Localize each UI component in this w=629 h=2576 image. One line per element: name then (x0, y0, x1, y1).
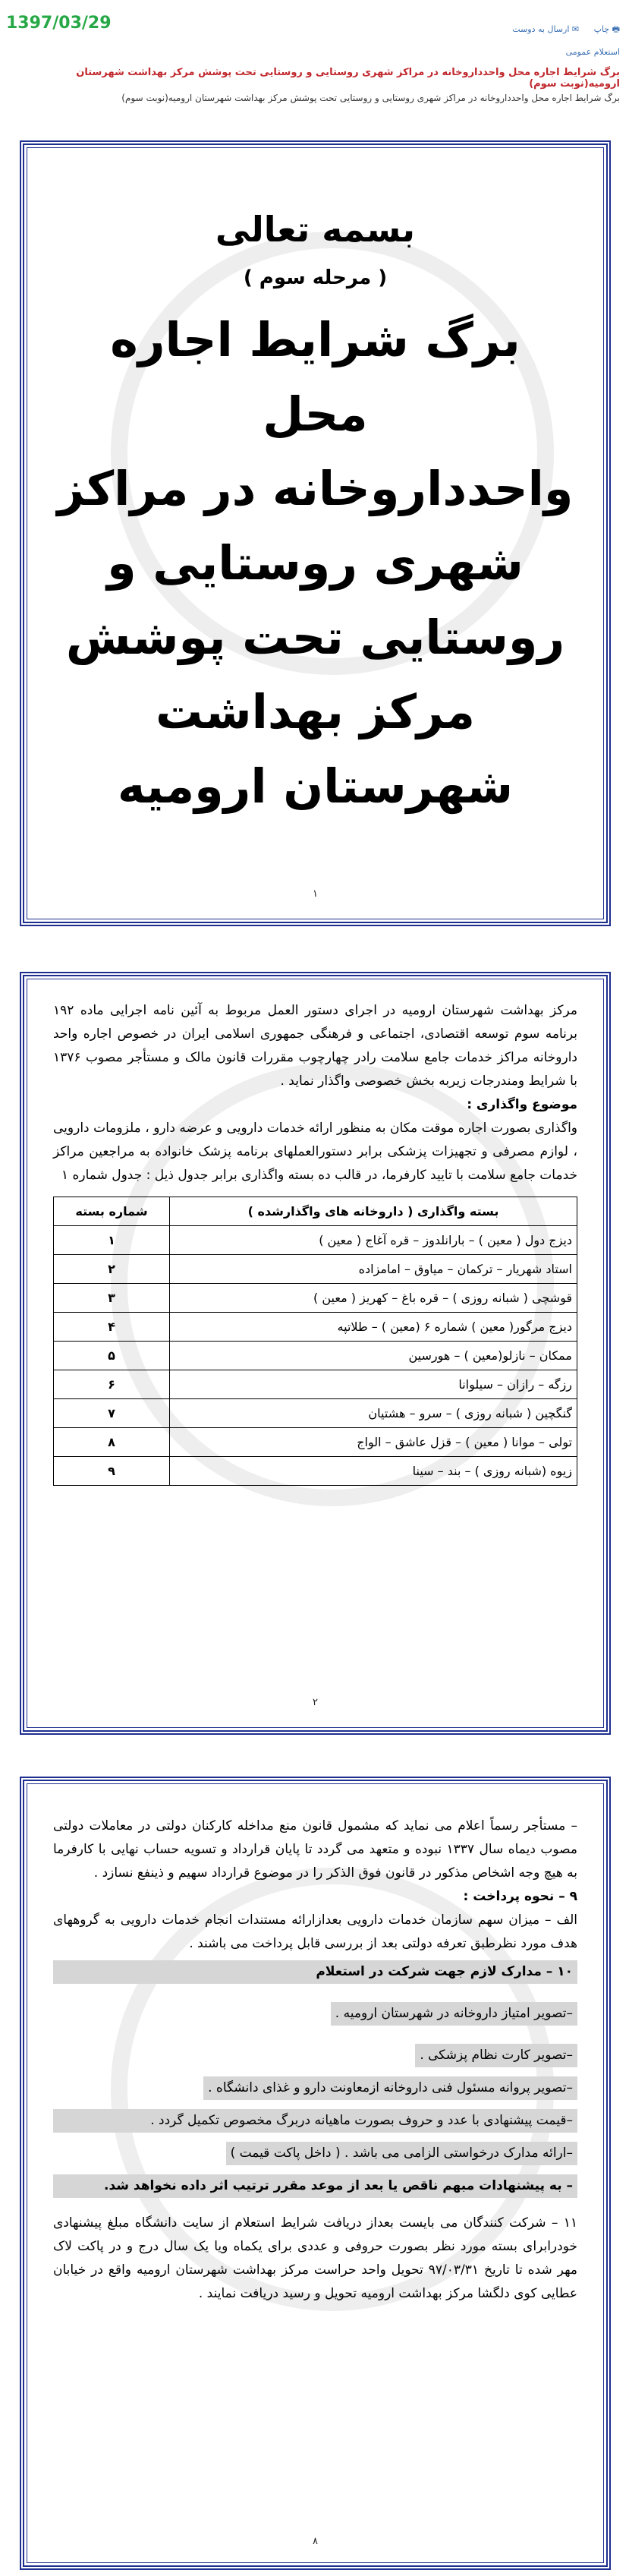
table-header: شماره بسته (54, 1197, 170, 1226)
table-row (54, 1370, 577, 1399)
docs-heading: ۱۰ – مدارک لازم جهت شرکت در استعلام (53, 1960, 577, 1984)
table-row (54, 1226, 577, 1255)
doc-item: –تصویر پروانه مسئول فنی داروخانه ازمعاونت دارو و غذای دانشگاه . (203, 2076, 577, 2100)
document-title (50, 303, 580, 824)
package-desc: استاد شهریار – ترکمان – میاوق – امامزاده (170, 1255, 577, 1284)
doc-item: – به پیشنهادات مبهم ناقص یا بعد از موعد مقرر ترتیب اثر داده نخواهد شد. (53, 2174, 577, 2198)
page-number: ۲ (313, 1697, 318, 1708)
table-row (54, 1255, 577, 1284)
package-desc: دیزج دول ( معین ) – بارانلدوز – قره آغاج ( معین ) (170, 1226, 577, 1255)
action-links (500, 23, 620, 37)
document-page-3 (20, 1777, 611, 2570)
table-row (54, 1284, 577, 1313)
publish-date: 1397/03/29 (6, 14, 112, 33)
doc-item: –تصویر کارت نظام پزشکی . (415, 2044, 577, 2067)
package-num: ۶ (54, 1370, 170, 1399)
package-num: ۱ (54, 1226, 170, 1255)
package-num: ۵ (54, 1342, 170, 1370)
doc-item: –قیمت پیشنهادی با عدد و حروف بصورت ماهیانه دربرگ مخصوص تکمیل گردد . (53, 2109, 577, 2133)
packages-table (53, 1197, 577, 1486)
print-link[interactable]: 🖶 چاپ (593, 24, 620, 34)
table-header: بسته واگذاری ( داروخانه های واگذارشده ) (170, 1197, 577, 1226)
document-page-2 (20, 972, 611, 1735)
page-number: ۸ (313, 2536, 318, 2547)
title-line: برگ شرایط اجاره محل (110, 312, 520, 442)
bismillah-heading: بسمه تعالی (215, 209, 416, 250)
title-line: واحدداروخانه در مراکز (57, 461, 574, 516)
package-desc: گنگچین ( شبانه روزی ) – سرو – هشتیان (170, 1399, 577, 1428)
top-bar (0, 0, 629, 114)
doc-item: –تصویر امتیاز داروخانه در شهرستان ارومیه . (331, 2002, 577, 2026)
package-desc: قوشچی ( شبانه روزی ) – قره باغ – کهریز ( معین ) (170, 1284, 577, 1313)
table-row (54, 1342, 577, 1370)
payment-paragraph: الف – میزان سهم سازمان خدمات دارویی بعدازارائه مستندات انجام خدمات دارویی به گروههای هدف مورد نظرطبق تعرفه دولتی بعد از بررسی قابل پرداخت می باشند . (53, 1912, 577, 1951)
package-desc: زیوه (شبانه روزی ) – بند – سینا (170, 1457, 577, 1486)
table-row (54, 1399, 577, 1428)
subject-heading: موضوع واگذاری : (467, 1097, 577, 1112)
package-num: ۷ (54, 1399, 170, 1428)
stage-label: ( مرحله سوم ) (243, 266, 388, 289)
title-line: مرکز بهداشت (155, 684, 476, 739)
conflict-paragraph: – مستأجر رسماً اعلام می نماید که مشمول قانون منع مداخله کارکنان دولتی در معاملات دولتی مصوب دیماه سال ۱۳۳۷ نبوده و متعهد می گردد تا پایان قرارداد و تسویه حساب نهایی با کارفرما به هیچ وجه اشخاص مذکور در قانون فوق الذکر را در موضوع قرارداد سهیم و ذینفع نسازد . (53, 1818, 578, 1881)
package-num: ۳ (54, 1284, 170, 1313)
table-row (54, 1428, 577, 1457)
title-line: شهرستان ارومیه (117, 758, 514, 814)
intro-paragraph: مرکز بهداشت شهرستان ارومیه در اجرای دستور العمل مربوط به آئین نامه اجرایی ماده ۱۹۲ برنامه سوم توسعه اقتصادی، اجتماعی و فرهنگی جمهوری اسلامی ایران در خصوص اجاره واحد داروخانه مراکز خدمات جامع سلامت رادر چهارچوب مقررات قانون مالک و مستأجر مصوب ۱۳۷۶ با شرایط ومندرجات زیربه بخش خصوصی واگذار نماید . (53, 1003, 577, 1089)
title-line: روستایی تحت پوشش (65, 610, 565, 665)
package-desc: ممکان – نازلو(معین ) – هورسین (170, 1342, 577, 1370)
package-desc: دیزج مرگور( معین ) شماره ۶ (معین ) – طلاتپه (170, 1313, 577, 1342)
subject-paragraph: واگذاری بصورت اجاره موقت مکان به منظور ارائه خدمات دارویی و عرضه دارو ، ملزومات دارویی ، لوازم مصرفی و تجهیزات پزشکی برابر دستورالعملهای برنامه پزشک خانواده به مراجعین مراکز خدمات جامع سلامت با تایید کارفرما، در قالب ده بسته واگذاری برابر جدول ذیل : جدول شماره ۱ (53, 1121, 577, 1183)
document-page-1 (20, 140, 611, 926)
section-link[interactable]: استعلام عمومی (565, 47, 620, 57)
payment-heading: ۹ – نحوه پرداخت : (463, 1889, 577, 1904)
package-num: ۲ (54, 1255, 170, 1284)
package-num: ۹ (54, 1457, 170, 1486)
table-row (54, 1313, 577, 1342)
page-title: برگ شرایط اجاره محل واحدداروخانه در مراکز شهری روستایی و روستایی تحت پوشش مرکز بهداشت شهرستان ارومیه(نوبت سوم) (76, 67, 620, 90)
title-line: شهری روستایی و (107, 535, 524, 591)
package-desc: تولی – موانا ( معین ) – قزل عاشق – الواج (170, 1428, 577, 1457)
page-subtitle: برگ شرایط اجاره محل واحدداروخانه در مراکز شهری روستایی و روستایی تحت پوشش مرکز بهداشت شهرستان ارومیه(نوبت سوم) (121, 93, 620, 103)
doc-item: –ارائه مدارک درخواستی الزامی می باشد . ( داخل پاکت قیمت ) (226, 2142, 577, 2165)
package-num: ۴ (54, 1313, 170, 1342)
page-number: ۱ (313, 888, 318, 900)
send-to-friend-link[interactable]: ✉ ارسال به دوست (512, 24, 580, 34)
package-num: ۸ (54, 1428, 170, 1457)
submission-paragraph: ۱۱ – شرکت کنندگان می بایست بعداز دریافت شرایط استعلام از سایت دانشگاه مبلغ پیشنهادی خودرابرای بسته مورد نظر بصورت حروفی و عددی برای یکماه ویا یک سال درج و در پاکت لاک مهر شده تا تاریخ ۹۷/۰۳/۳۱ تحویل واحد حراست مرکز بهداشت شهرستان ارومیه واقع در خیابان عطایی کوی دلگشا مرکز بهداشت ارومیه تحویل و رسید دریافت نمایند . (53, 2215, 578, 2301)
table-row (54, 1457, 577, 1486)
package-desc: رزگه – رازان – سیلوانا (170, 1370, 577, 1399)
